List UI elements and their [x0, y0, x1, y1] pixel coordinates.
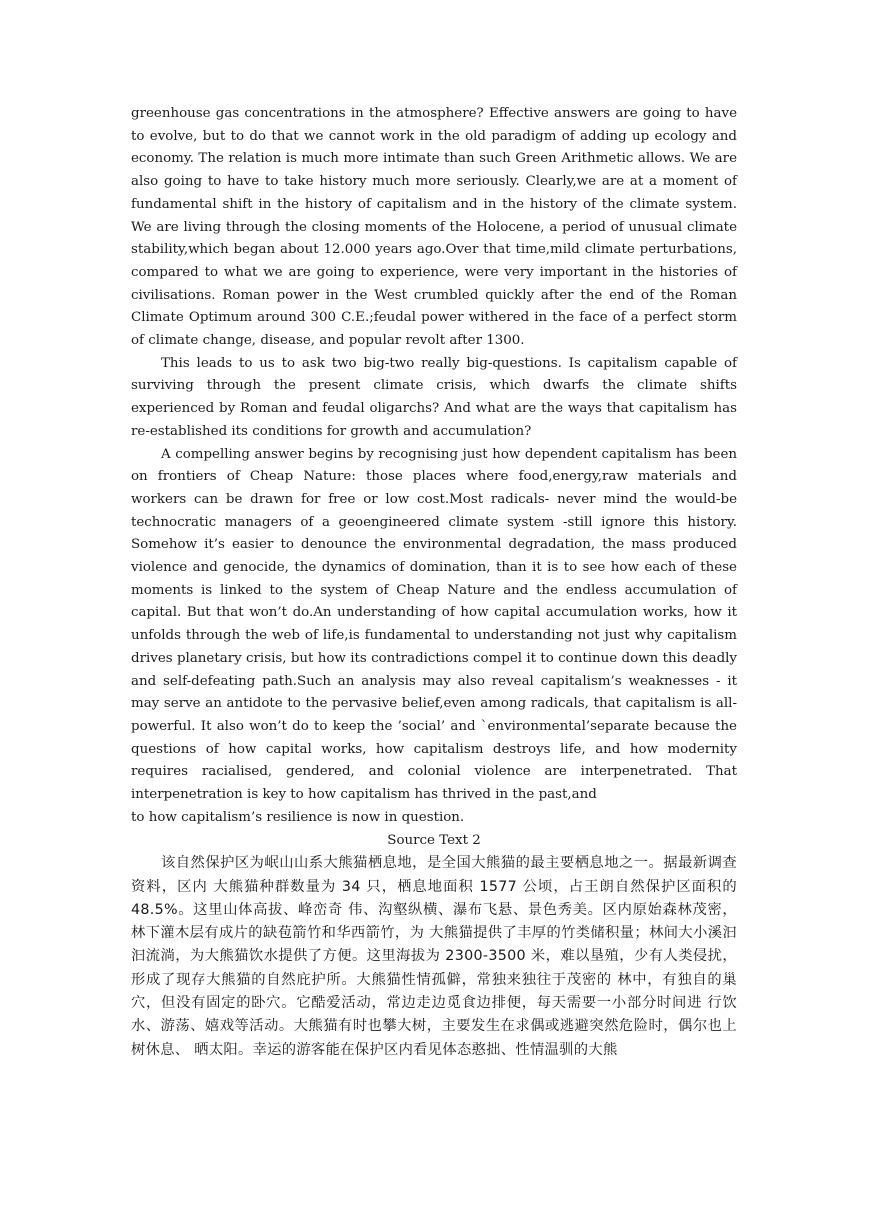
paragraph-cheap-nature: A compelling answer begins by recognising just how dependent capitalism has been on frontiers of Cheap Nature: those places where food,energy,raw materials and workers can be drawn for free or low cost.Most radicals- never mind the would-be technocratic managers of a geoengineered climate system -still ignore this history. Somehow it’s easier to denounce the environmental degradation, the mass produced violence and genocide, the dynamics of domination, than it is to see how each of these moments is linked to the system of Cheap Nature and the endless accumulation of capital. But that won’t do.An understanding of how capital accumulation works, how it unfolds through the web of life,is fundamental to understanding not just why capitalism drives planetary crisis, but how its contradictions compel it to continue down this deadly and self-defeating path.Such an analysis may also reveal capitalism’s weaknesses - it may serve an antidote to the pervasive belief,even among radicals, that capitalism is all-powerful. It also won’t do to keep the ’social’ and `environmental’separate because the questions of how capital works, how capitalism destroys life, and how modernity requires racialised, gendered, and colonial violence are interpenetrated. That interpenetration is key to how capitalism has thrived in the past,and: [131, 446, 737, 803]
paragraph-big-questions: This leads to us to ask two big-two really big-questions. Is capitalism capable of surviving through the present climate crisis, which dwarfs the climate shifts experienced by Roman and feudal oligarchs? And what are the ways that capitalism has re-established its conditions for growth and accumulation?: [131, 355, 737, 439]
paragraph-resilience-line: to how capitalism’s resilience is now in question.: [131, 809, 465, 825]
document-page: [131, 103, 737, 1062]
paragraph-holocene: greenhouse gas concentrations in the atmosphere? Effective answers are going to have to evolve, but to do that we cannot work in the old paradigm of adding up ecology and economy. The relation is much more intimate than such Green Arithmetic allows. We are also going to have to take history much more seriously. Clearly,we are at a moment of fundamental shift in the history of capitalism and in the history of the climate system. We are living through the closing moments of the Holocene, a period of unusual climate stability,which began about 12.000 years ago.Over that time,mild climate perturbations, compared to what we are going to experience, were very important in the histories of civilisations. Roman power in the West crumbled quickly after the end of the Roman Climate Optimum around 300 C.E.;feudal power withered in the face of a perfect storm of climate change, disease, and popular revolt after 1300.: [131, 106, 737, 349]
source-text-heading: Source Text 2: [387, 832, 481, 848]
paragraph-panda-reserve: 该自然保护区为岷山山系大熊猫栖息地，是全国大熊猫的最主要栖息地之一。据最新调查资料，区内 大熊猫种群数量为 34 只，栖息地面积 1577 公顷，占王朗自然保护区面积的 48.5%。这里山体高拔、峰峦奇 伟、沟壑纵横、瀑布飞悬、景色秀美。区内原始森林茂密，林下灌木层有成片的缺苞箭竹和华西箭竹，为 大熊猫提供了丰厚的竹类储积量；林间大小溪汩汩流淌，为大熊猫饮水提供了方便。这里海拔为 2300-3500 米，难以垦殖，少有人类侵扰，形成了现存大熊猫的自然庇护所。大熊猫性情孤僻，常独来独往于茂密的 林中，有独自的巢穴，但没有固定的卧穴。它酷爱活动，常边走边觅食边排便，每天需要一小部分时间进 行饮水、游荡、嬉戏等活动。大熊猫有时也攀大树，主要发生在求偶或逃避突然危险时，偶尔也上树休息、 晒太阳。幸运的游客能在保护区内看见体态憨拙、性情温驯的大熊: [131, 855, 737, 1058]
